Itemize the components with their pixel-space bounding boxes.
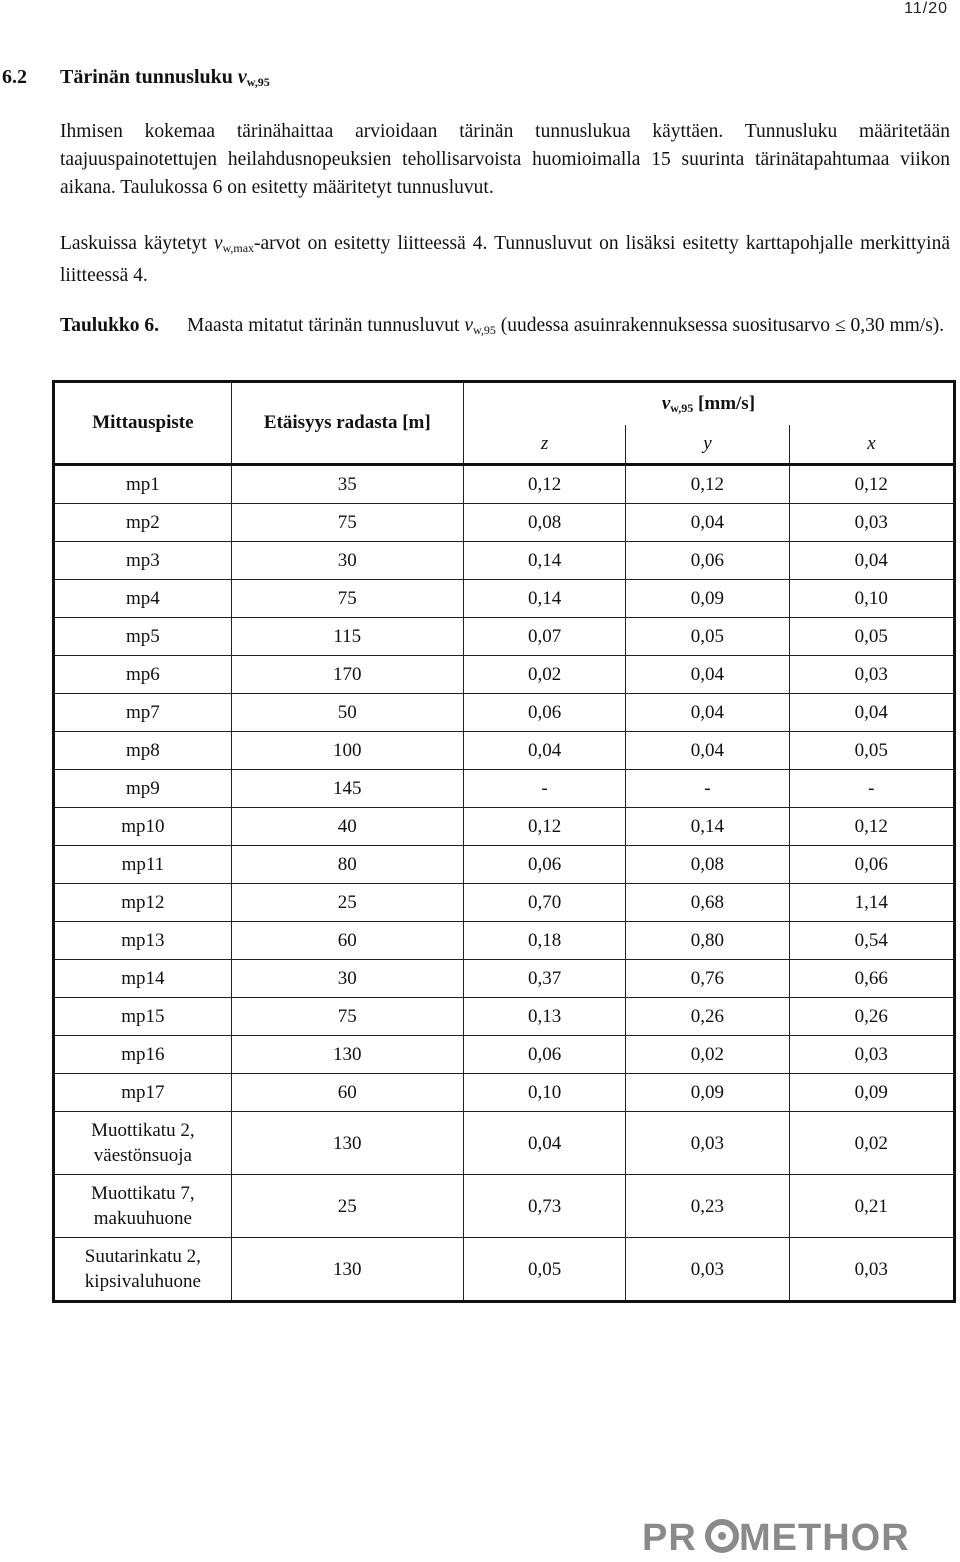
- cell-distance: 60: [231, 1074, 463, 1112]
- p2-before: Laskuissa käytetyt: [60, 233, 214, 254]
- cell-y: 0,12: [626, 465, 789, 504]
- cell-z: 0,10: [463, 1074, 625, 1112]
- cell-z: 0,06: [463, 846, 625, 884]
- p2-symbol-sub: w,max: [222, 241, 255, 255]
- caption-after: (uudessa asuinrakennuksessa suositusarvo ≤ 0,30 mm/s).: [495, 315, 945, 336]
- cell-point: mp3: [54, 542, 232, 580]
- vibration-table: [52, 380, 956, 1303]
- cell-point: mp17: [54, 1074, 232, 1112]
- cell-z: 0,37: [463, 960, 625, 998]
- svg-text:PR: PR: [642, 1517, 697, 1556]
- cell-x: 0,66: [789, 960, 954, 998]
- cell-y: 0,14: [626, 808, 789, 846]
- cell-z: 0,73: [463, 1175, 625, 1238]
- cell-distance: 115: [231, 618, 463, 656]
- cell-z: 0,05: [463, 1238, 625, 1302]
- table-row: [54, 846, 955, 884]
- cell-point-line2: kipsivaluhuone: [84, 1271, 201, 1292]
- cell-z: 0,07: [463, 618, 625, 656]
- table-row: [54, 656, 955, 694]
- caption-symbol-sub: w,95: [472, 323, 496, 337]
- cell-x: 0,03: [789, 504, 954, 542]
- section-heading: [2, 66, 270, 90]
- cell-distance: 50: [231, 694, 463, 732]
- cell-z: 0,06: [463, 1036, 625, 1074]
- svg-text:METHOR: METHOR: [739, 1517, 910, 1556]
- cell-distance: 75: [231, 580, 463, 618]
- cell-point-line1: Suutarinkatu 2,: [84, 1246, 201, 1267]
- cell-x: 0,10: [789, 580, 954, 618]
- cell-y: -: [626, 770, 789, 808]
- cell-point: mp10: [54, 808, 232, 846]
- cell-z: -: [463, 770, 625, 808]
- header-x: x: [789, 425, 954, 465]
- cell-y: 0,04: [626, 694, 789, 732]
- cell-point: [54, 1238, 232, 1302]
- cell-point: mp8: [54, 732, 232, 770]
- cell-distance: 75: [231, 504, 463, 542]
- cell-y: 0,26: [626, 998, 789, 1036]
- cell-point: mp16: [54, 1036, 232, 1074]
- section-number: 6.2: [2, 66, 27, 88]
- cell-y: 0,80: [626, 922, 789, 960]
- cell-y: 0,08: [626, 846, 789, 884]
- table-row: [54, 1112, 955, 1175]
- cell-y: 0,03: [626, 1238, 789, 1302]
- cell-z: 0,04: [463, 732, 625, 770]
- p2-symbol: v: [213, 233, 223, 254]
- cell-point: mp5: [54, 618, 232, 656]
- table-row: [54, 618, 955, 656]
- caption-symbol: v: [464, 315, 473, 336]
- header-velocity-symbol: v: [661, 392, 671, 414]
- cell-z: 0,13: [463, 998, 625, 1036]
- cell-distance: 30: [231, 960, 463, 998]
- cell-z: 0,18: [463, 922, 625, 960]
- cell-x: 0,21: [789, 1175, 954, 1238]
- table-row: [54, 542, 955, 580]
- caption-before: Maasta mitatut tärinän tunnusluvut: [187, 315, 465, 336]
- cell-y: 0,68: [626, 884, 789, 922]
- cell-x: 0,04: [789, 542, 954, 580]
- cell-distance: 25: [231, 1175, 463, 1238]
- cell-point: mp14: [54, 960, 232, 998]
- table-row: [54, 1175, 955, 1238]
- cell-point: mp7: [54, 694, 232, 732]
- cell-distance: 60: [231, 922, 463, 960]
- cell-point: mp11: [54, 846, 232, 884]
- cell-z: 0,70: [463, 884, 625, 922]
- table-row: [54, 1238, 955, 1302]
- cell-distance: 130: [231, 1112, 463, 1175]
- table-row: [54, 1036, 955, 1074]
- cell-y: 0,23: [626, 1175, 789, 1238]
- table-row: [54, 1074, 955, 1112]
- cell-point: mp2: [54, 504, 232, 542]
- cell-z: 0,02: [463, 656, 625, 694]
- cell-point: mp13: [54, 922, 232, 960]
- table-row: [54, 504, 955, 542]
- cell-point: mp1: [54, 465, 232, 504]
- section-symbol-sub: w,95: [246, 75, 270, 89]
- cell-y: 0,09: [626, 580, 789, 618]
- cell-x: 0,05: [789, 618, 954, 656]
- p2-after: -arvot on esitetty liitteessä 4. Tunnusluvut on lisäksi esitetty karttapohjalle merkittyinä liitteessä 4.: [60, 233, 950, 286]
- cell-y: 0,06: [626, 542, 789, 580]
- table-row: [54, 465, 955, 504]
- section-symbol: v: [237, 66, 247, 88]
- cell-distance: 170: [231, 656, 463, 694]
- cell-point-line2: makuuhuone: [93, 1208, 192, 1229]
- cell-point-line1: Muottikatu 2,: [91, 1120, 195, 1141]
- cell-distance: 80: [231, 846, 463, 884]
- cell-x: 1,14: [789, 884, 954, 922]
- cell-z: 0,12: [463, 808, 625, 846]
- cell-distance: 145: [231, 770, 463, 808]
- cell-x: 0,03: [789, 656, 954, 694]
- cell-x: 0,26: [789, 998, 954, 1036]
- cell-y: 0,05: [626, 618, 789, 656]
- cell-z: 0,06: [463, 694, 625, 732]
- cell-distance: 25: [231, 884, 463, 922]
- cell-distance: 30: [231, 542, 463, 580]
- cell-x: 0,03: [789, 1238, 954, 1302]
- cell-x: 0,05: [789, 732, 954, 770]
- cell-distance: 40: [231, 808, 463, 846]
- cell-x: 0,03: [789, 1036, 954, 1074]
- cell-point: mp15: [54, 998, 232, 1036]
- intro-paragraph: Ihmisen kokemaa tärinähaittaa arvioidaan tärinän tunnuslukua käyttäen. Tunnusluku määritetään taajuuspainotettujen heilahdusnopeuksien tehollisarvoista huomioimalla 15 suurinta tärinätapahtumaa viikon aikana. Taulukossa 6 on esitetty määritetyt tunnusluvut.: [60, 121, 950, 198]
- cell-z: 0,12: [463, 465, 625, 504]
- cell-y: 0,03: [626, 1112, 789, 1175]
- cell-y: 0,76: [626, 960, 789, 998]
- cell-x: 0,12: [789, 808, 954, 846]
- cell-point: mp12: [54, 884, 232, 922]
- table-row: [54, 694, 955, 732]
- cell-distance: 35: [231, 465, 463, 504]
- caption-label: Taulukko 6.: [60, 315, 160, 336]
- cell-x: 0,12: [789, 465, 954, 504]
- header-velocity-sub: w,95: [670, 400, 694, 415]
- table-caption: [60, 312, 950, 344]
- cell-distance: 75: [231, 998, 463, 1036]
- cell-y: 0,09: [626, 1074, 789, 1112]
- header-distance: Etäisyys radasta [m]: [231, 382, 463, 465]
- cell-z: 0,04: [463, 1112, 625, 1175]
- cell-point: mp6: [54, 656, 232, 694]
- cell-y: 0,04: [626, 732, 789, 770]
- cell-y: 0,04: [626, 656, 789, 694]
- table-row: [54, 884, 955, 922]
- cell-distance: 130: [231, 1036, 463, 1074]
- table-row: [54, 732, 955, 770]
- table-row: [54, 580, 955, 618]
- cell-point-line2: väestönsuoja: [93, 1145, 192, 1166]
- header-velocity: [463, 382, 954, 426]
- cell-y: 0,02: [626, 1036, 789, 1074]
- header-z: z: [463, 425, 625, 465]
- page-number: 11/20: [904, 0, 948, 17]
- cell-point: [54, 1112, 232, 1175]
- cell-x: 0,09: [789, 1074, 954, 1112]
- table-row: [54, 998, 955, 1036]
- cell-distance: 100: [231, 732, 463, 770]
- cell-x: 0,04: [789, 694, 954, 732]
- header-point: Mittauspiste: [54, 382, 232, 465]
- promethor-logo: [642, 1516, 952, 1556]
- table-row: [54, 922, 955, 960]
- cell-point: mp4: [54, 580, 232, 618]
- table-row: [54, 960, 955, 998]
- cell-x: -: [789, 770, 954, 808]
- cell-x: 0,54: [789, 922, 954, 960]
- table-row: [54, 808, 955, 846]
- cell-point: mp9: [54, 770, 232, 808]
- table-row: [54, 770, 955, 808]
- header-velocity-unit: [mm/s]: [693, 392, 756, 414]
- section-title: Tärinän tunnusluku: [60, 66, 233, 88]
- table-body: [54, 465, 955, 1302]
- cell-distance: 130: [231, 1238, 463, 1302]
- header-y: y: [626, 425, 789, 465]
- cell-y: 0,04: [626, 504, 789, 542]
- cell-point: [54, 1175, 232, 1238]
- cell-point-line1: Muottikatu 7,: [91, 1183, 195, 1204]
- calculation-paragraph: [60, 230, 950, 290]
- cell-z: 0,08: [463, 504, 625, 542]
- cell-x: 0,06: [789, 846, 954, 884]
- cell-z: 0,14: [463, 580, 625, 618]
- cell-z: 0,14: [463, 542, 625, 580]
- cell-x: 0,02: [789, 1112, 954, 1175]
